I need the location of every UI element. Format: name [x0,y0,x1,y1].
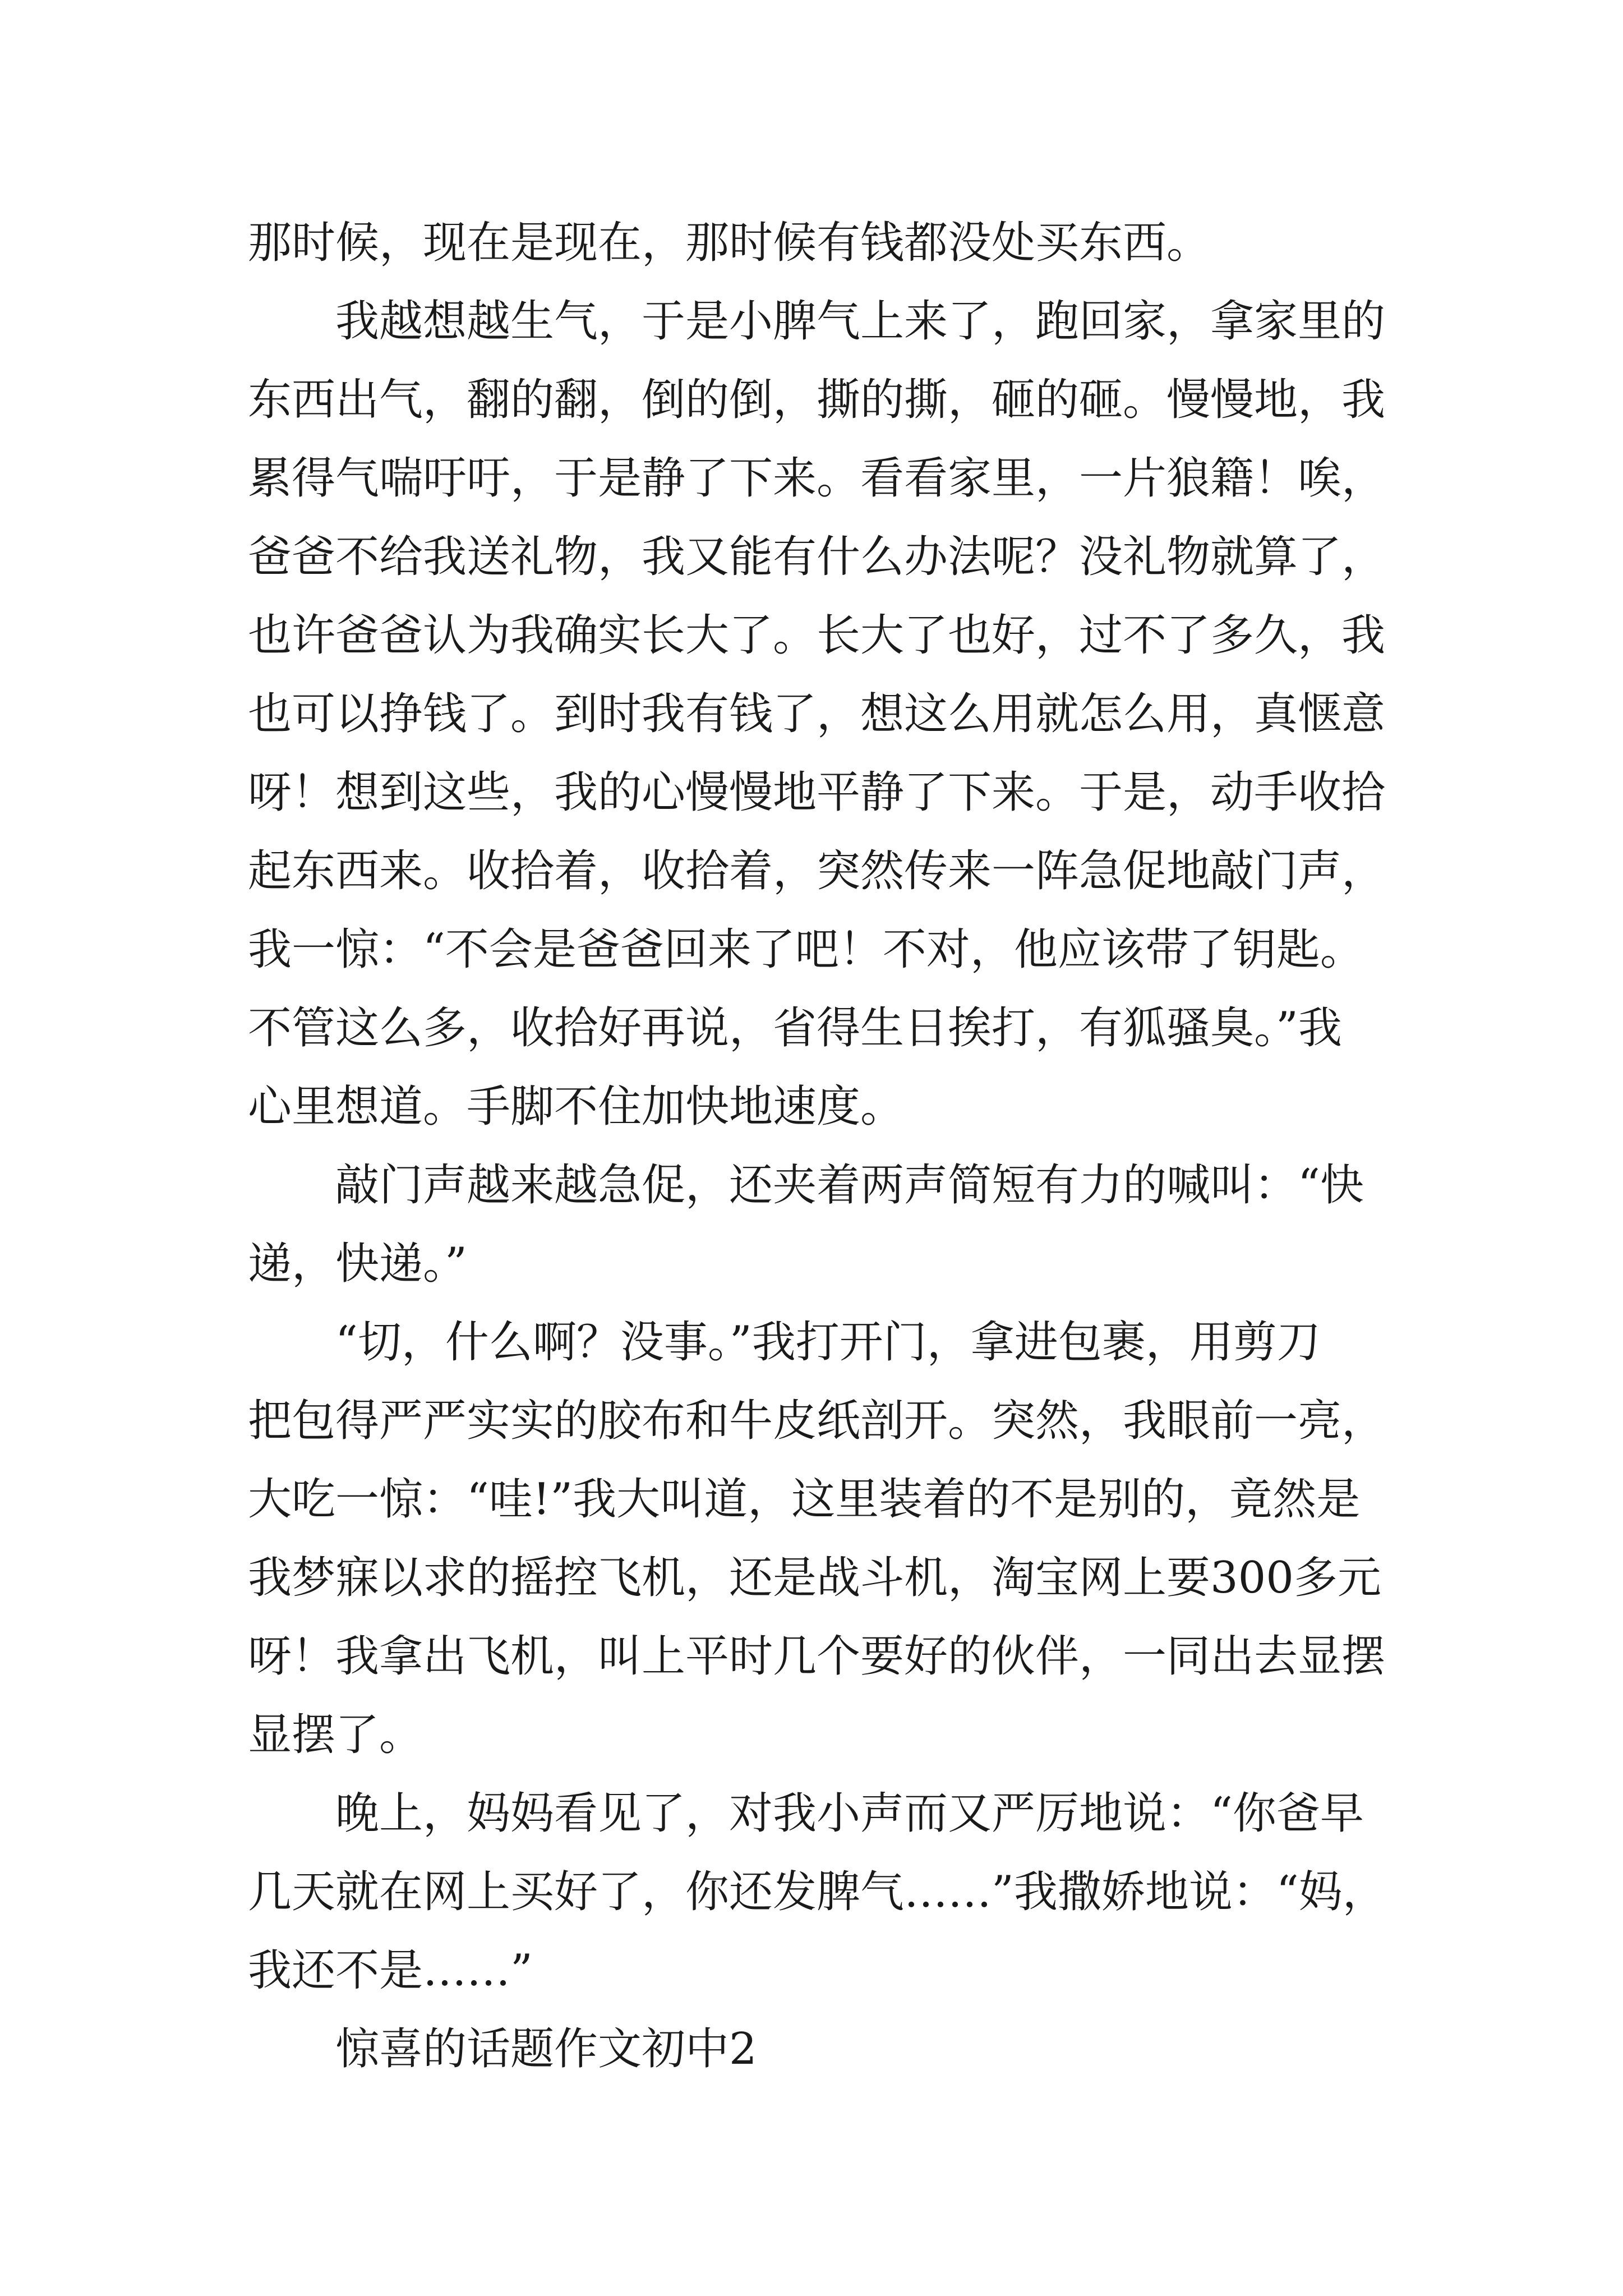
text-line: 显摆了。 [248,1710,423,1760]
text-line: 爸爸不给我送礼物，我又能有什么办法呢？没礼物就算了， [248,532,1386,582]
text-line: 我还不是……” [248,1945,533,1996]
text-line: 呀！我拿出飞机，叫上平时几个要好的伙伴，一同出去显摆 [248,1631,1386,1682]
text-line: 东西出气，翻的翻，倒的倒，撕的撕，砸的砸。慢慢地，我 [248,375,1386,425]
text-line: 递，快递。” [248,1239,467,1289]
text-line: 我梦寐以求的摇控飞机，还是战斗机，淘宝网上要300多元 [248,1553,1381,1603]
paragraph-start: 敲门声越来越急促，还夹着两声简短有力的喊叫：“快 [335,1160,1364,1211]
text-line: 起东西来。收拾着，收拾着，突然传来一阵急促地敲门声， [248,846,1386,896]
text-line: 呀！想到这些，我的心慢慢地平静了下来。于是，动手收拾 [248,767,1386,818]
paragraph-start: 晚上，妈妈看见了，对我小声而又严厉地说：“你爸早 [335,1788,1364,1839]
paragraph-start: 我越想越生气，于是小脾气上来了，跑回家，拿家里的 [335,296,1386,347]
text-line: 那时候，现在是现在，那时候有钱都没处买东西。 [248,218,1211,268]
text-line: 也可以挣钱了。到时我有钱了，想这么用就怎么用，真惬意 [248,689,1386,739]
text-line: 心里想道。手脚不住加快地速度。 [248,1082,905,1132]
section-heading: 惊喜的话题作文初中2 [335,2024,757,2074]
text-line: 也许爸爸认为我确实长大了。长大了也好，过不了多久，我 [248,610,1386,661]
text-line: 大吃一惊：“哇!”我大叫道，这里装着的不是别的，竟然是 [248,1474,1361,1525]
text-line: 不管这么多，收拾好再说，省得生日挨打，有狐骚臭。”我 [248,1003,1342,1053]
text-line: 把包得严严实实的胶布和牛皮纸剖开。突然，我眼前一亮， [248,1396,1386,1446]
text-line: 我一惊：“不会是爸爸回来了吧！不对，他应该带了钥匙。 [248,924,1364,975]
paragraph-start: “切，什么啊？没事。”我打开门，拿进包裹，用剪刀 [335,1317,1321,1368]
text-line: 累得气喘吁吁，于是静了下来。看看家里，一片狼籍！唉， [248,453,1386,504]
text-line: 几天就在网上买好了，你还发脾气……”我撒娇地说：“妈， [248,1867,1386,1917]
